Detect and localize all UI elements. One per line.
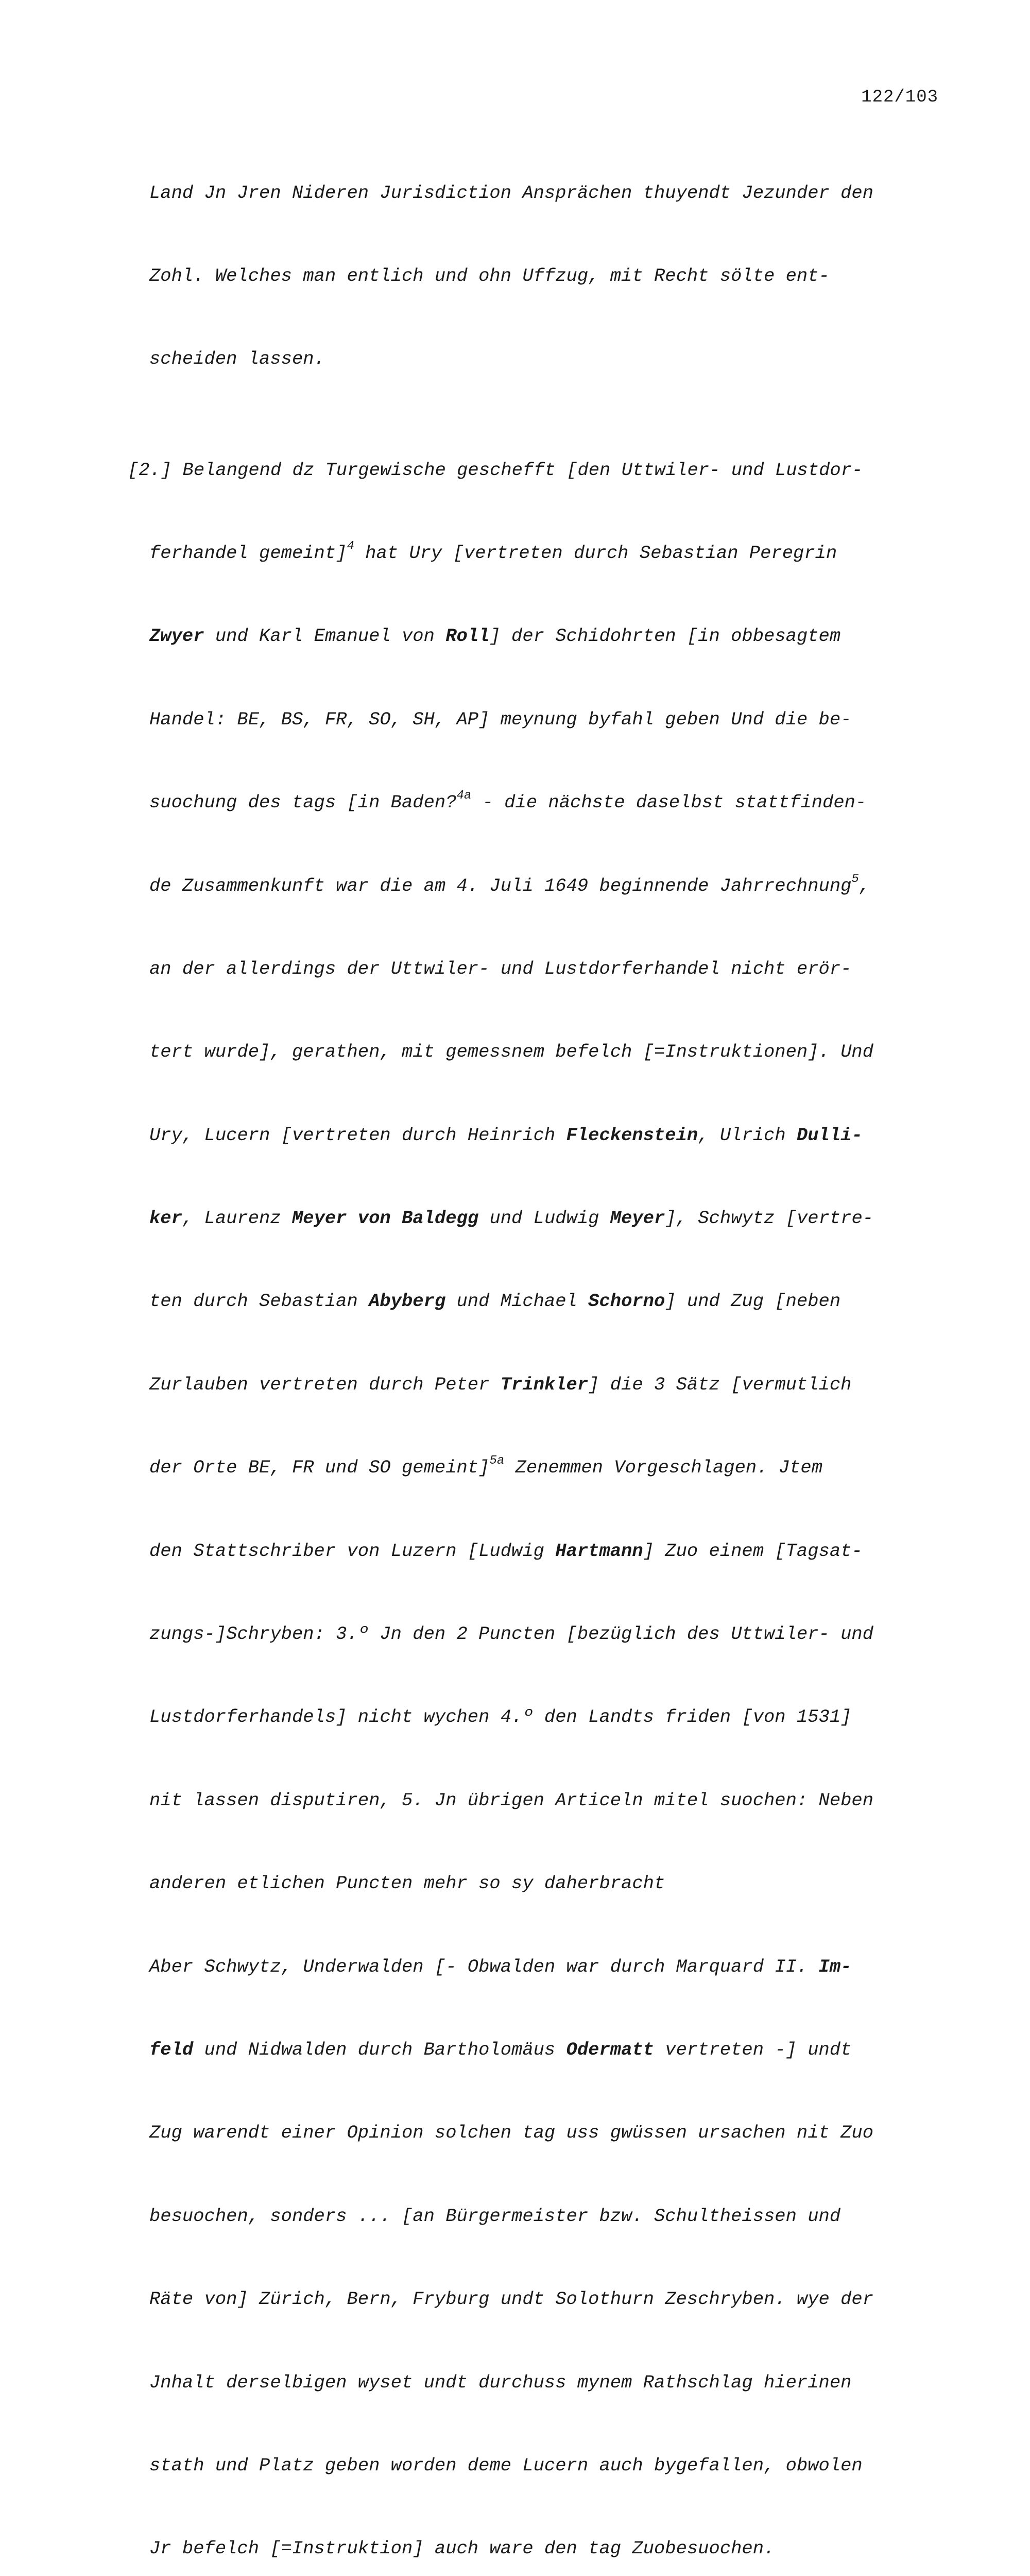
line-text: - die nächste daselbst stattfinden- — [471, 792, 867, 814]
person-name: Roll — [445, 625, 490, 647]
line-text: Zenemmen Vorgeschlagen. Jtem — [504, 1457, 823, 1479]
line-text: scheiden lassen. — [149, 348, 325, 370]
text-line — [149, 345, 937, 373]
line-text: Handel: BE, BS, FR, SO, SH, AP] meynung byfahl geben Und die be- — [149, 708, 852, 730]
line-text: und Nidwalden durch Bartholomäus — [193, 2039, 566, 2060]
line-text: , — [859, 875, 870, 896]
line-text: ], Schwytz [vertre- — [665, 1208, 874, 1229]
line-text: und Karl Emanuel von — [204, 625, 446, 647]
text-line — [149, 1371, 937, 1399]
line-text: vertreten -] undt — [654, 2039, 852, 2060]
page-number: 122/103 — [861, 88, 938, 107]
line-text: , Ulrich — [698, 1124, 797, 1146]
text-line — [149, 622, 937, 650]
line-text: ten durch Sebastian — [149, 1291, 369, 1312]
line-text: der Orte BE, FR und SO gemeint] — [149, 1457, 490, 1479]
text-line — [149, 179, 937, 207]
line-text: Jnhalt derselbigen wyset undt durchuss mynem Rathschlag hierinen — [149, 2371, 852, 2393]
text-line — [149, 1287, 937, 1315]
line-text: anderen etlichen Puncten mehr so sy daherbracht — [149, 1873, 665, 1894]
text-line — [149, 2369, 937, 2397]
line-text: suochung des tags [in Baden? — [149, 792, 457, 814]
line-text: hat Ury [vertreten durch Sebastian Peregrin — [354, 542, 837, 564]
footnote-ref[interactable]: 4 — [347, 539, 354, 554]
line-text: ] die 3 Sätz [vermutlich — [588, 1374, 852, 1395]
line-text: Aber Schwytz, Underwalden [- Obwalden war durch Marquard II. — [149, 1956, 819, 1977]
line-text: Lustdorferhandels] nicht wychen 4.º den Landts friden [von 1531] — [149, 1706, 852, 1728]
text-line — [149, 2535, 937, 2563]
text-line — [149, 789, 937, 817]
line-text: nit lassen disputiren, 5. Jn übrigen Articeln mitel suochen: Neben — [149, 1789, 874, 1811]
line-text: ] und Zug [neben — [665, 1291, 841, 1312]
line-text: Zug warendt einer Opinion solchen tag uss gwüssen ursachen nit Zuo — [149, 2122, 874, 2144]
person-name: Meyer von Baldegg — [291, 1208, 479, 1229]
text-line — [149, 2202, 937, 2230]
line-text: und Michael — [445, 1291, 589, 1312]
text-line — [149, 2285, 937, 2313]
line-text: den Stattschriber von Luzern [Ludwig — [149, 1540, 556, 1562]
text-line — [149, 706, 937, 734]
line-text: ferhandel gemeint] — [149, 542, 347, 564]
person-name: Meyer — [610, 1208, 665, 1229]
person-name: Abyberg — [369, 1291, 446, 1312]
line-text: Zurlauben vertreten durch Peter — [149, 1374, 501, 1395]
line-text: an der allerdings der Uttwiler- und Lustdorferhandel nicht erör- — [149, 958, 852, 979]
person-name: Trinkler — [500, 1374, 589, 1395]
line-text: Zohl. Welches man entlich und ohn Uffzug, mit Recht sölte ent- — [149, 265, 830, 286]
text-line — [149, 1620, 937, 1648]
footnote-ref[interactable]: 4a — [456, 789, 472, 803]
person-name: ker — [149, 1208, 182, 1229]
line-text: stath und Platz geben worden deme Lucern auch bygefallen, obwolen — [149, 2454, 863, 2476]
line-text: Land Jn Jren Nideren Jurisdiction Ansprächen thuyendt Jezunder den — [149, 182, 874, 204]
person-name: Odermatt — [566, 2039, 654, 2060]
line-text: de Zusammenkunft war die am 4. Juli 1649 beginnende Jahrrechnung — [149, 875, 852, 896]
text-line — [149, 262, 937, 290]
text-line — [149, 539, 937, 567]
footnote-ref[interactable]: 5a — [489, 1454, 505, 1468]
person-name: feld — [149, 2039, 194, 2060]
person-name: Im- — [818, 1956, 852, 1977]
person-name: Schorno — [588, 1291, 665, 1312]
line-text: Ury, Lucern [vertreten durch Heinrich — [149, 1124, 566, 1146]
text-line — [149, 1454, 937, 1482]
text-line — [149, 1870, 937, 1897]
line-text: besuochen, sonders ... [an Bürgermeister bzw. Schultheissen und — [149, 2205, 841, 2227]
person-name: Dulli- — [796, 1124, 863, 1146]
text-line — [149, 2036, 937, 2064]
text-line — [149, 2452, 937, 2480]
line-text: [2.] Belangend dz Turgewische geschefft [den Uttwiler- und Lustdor- — [128, 459, 863, 481]
text-line — [149, 1787, 937, 1815]
document-body — [128, 124, 937, 2576]
footnote-ref[interactable]: 5 — [851, 872, 859, 886]
text-line — [149, 2119, 937, 2147]
text-line — [149, 1038, 937, 1066]
line-text: Räte von] Zürich, Bern, Fryburg undt Solothurn Zeschryben. wye der — [149, 2289, 874, 2310]
line-text: ] Zuo einem [Tagsat- — [643, 1540, 863, 1562]
section-heading-2 — [128, 456, 937, 484]
person-name: Hartmann — [555, 1540, 643, 1562]
text-line — [149, 1537, 937, 1565]
text-line — [149, 1703, 937, 1731]
line-text: Jr befelch [=Instruktion] auch ware den tag Zuobesuochen. — [149, 2538, 775, 2560]
text-line — [149, 1122, 937, 1149]
line-text: zungs-]Schryben: 3.º Jn den 2 Puncten [bezüglich des Uttwiler- und — [149, 1623, 874, 1645]
text-line — [149, 872, 937, 900]
line-text: tert wurde], gerathen, mit gemessnem befelch [=Instruktionen]. Und — [149, 1041, 874, 1063]
person-name: Fleckenstein — [566, 1124, 698, 1146]
text-line — [149, 1205, 937, 1232]
line-text: und Ludwig — [478, 1208, 610, 1229]
line-text: , Laurenz — [182, 1208, 292, 1229]
text-line — [149, 1953, 937, 1981]
text-line — [149, 955, 937, 983]
person-name: Zwyer — [149, 625, 204, 647]
line-text: ] der Schidohrten [in obbesagtem — [489, 625, 841, 647]
